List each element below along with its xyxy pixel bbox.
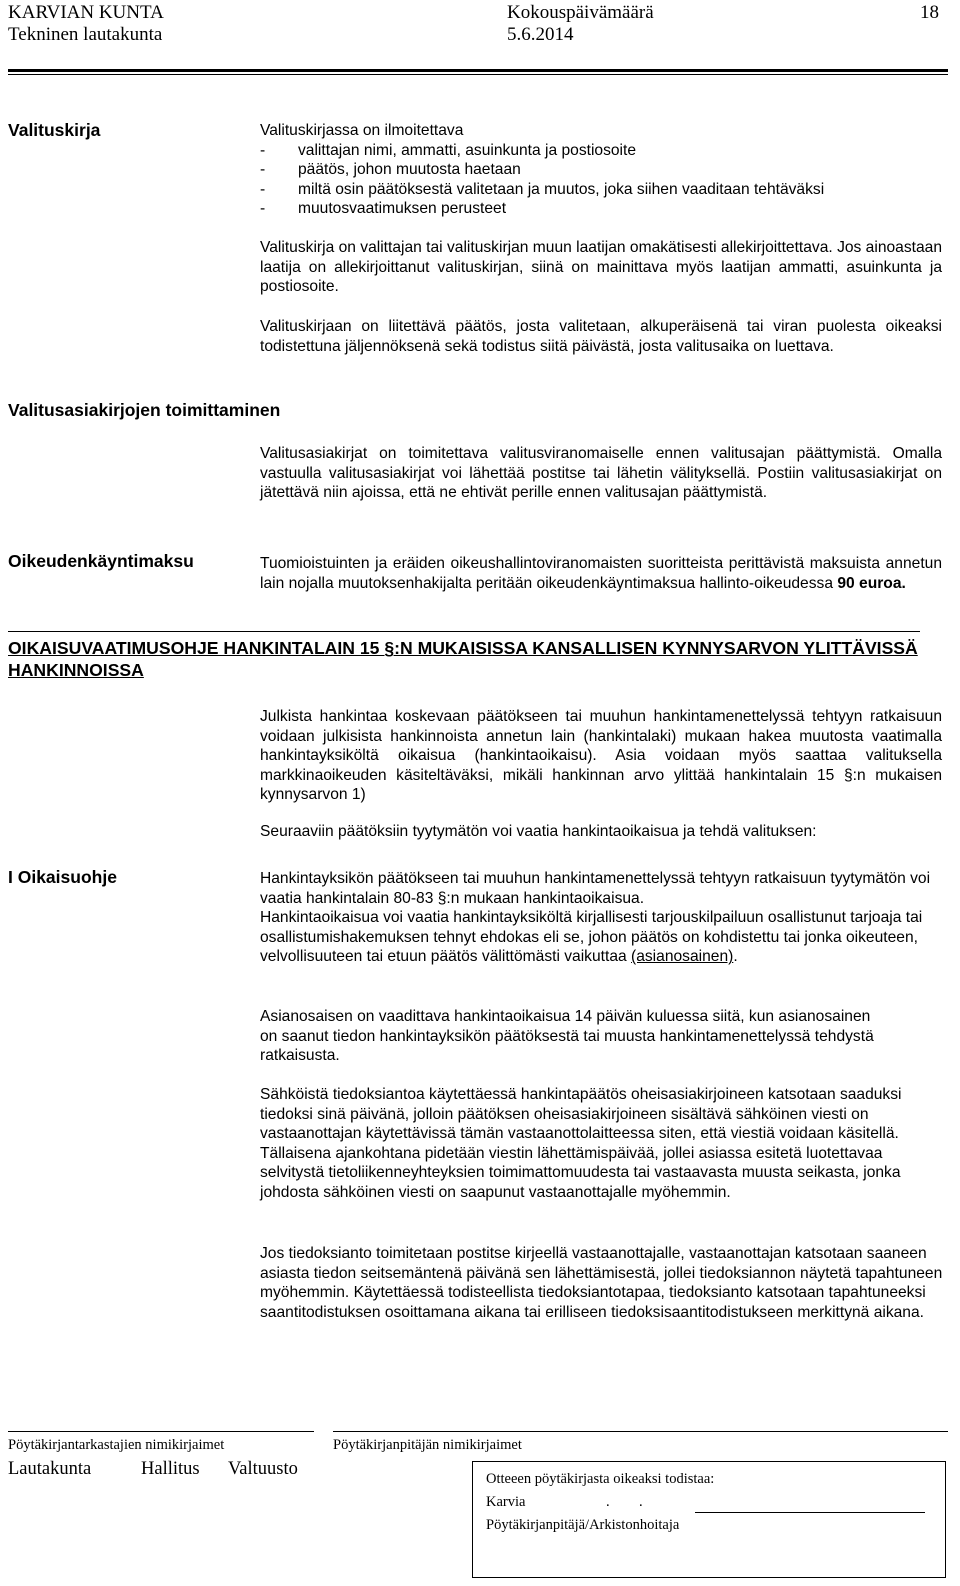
oikaisuohje-p4: Jos tiedoksianto toimitetaan postitse kirjeellä vastaanottajalle, vastaanottajan katsotaan saaneen asiasta tiedon seitsemäntenä päivänä sen lähettämisestä, jollei tiedoksiannon näytetä tapahtuneen myöhemmin. Käytettäessä todisteellista tiedoksiantotapaa, tiedoksianto katsotaan tapahtuneeksi saantitodistuksen osoittamana aikana tai erilliseen tiedoksisaantitodistukseen merkittynä aikana. [260,1245,943,1321]
maksu-para: Tuomioistuinten ja eräiden oikeushallintoviranomaisten suoritteista perittävistä maksuista annetun lain nojalla muutoksenhakijalta peritään oikeudenkäyntimaksua hallinto-oikeudessa 90 euroa. [260,555,942,592]
valituskirja-content [260,121,942,219]
meeting-date: 5.6.2014 [507,24,574,45]
board-name: Tekninen lautakunta [8,24,163,45]
header-rule [8,69,948,75]
hankinta-para1: Julkista hankintaa koskevaan päätökseen tai muuhun hankintamenettelyssä tehtyyn ratkaisuun voidaan julkisista hankinnoista annetun lain (hankintalaki) mukaan hakea muutosta vaatimalla hankintayksiköltä oikaisua (hankintaoikaisu). Asia voidaan myös saattaa valituksella markkinaoikeuden käsiteltäväksi, mikäli hankinnan arvo ylittää hankintalain 15 §:n mukaisen kynnysarvon 1) [260,708,942,804]
body-lautakunta: Lautakunta [8,1459,92,1479]
certify-date-dot: . [639,1494,643,1510]
fee-amount: 90 euroa. [837,574,906,592]
label-toimittaminen: Valitusasiakirjojen toimittaminen [8,400,281,420]
valituskirja-intro: Valituskirjassa on ilmoitettava [260,122,464,139]
valituskirja-para1: Valituskirja on valittajan tai valituskirjan muun laatijan omakätisesti allekirjoittettava. Jos ainoastaan laatija on allekirjoittanut valituskirjan, siinä on mainittava myös laatijan ammatti, asuinkunta ja postiosoite. [260,239,942,296]
body-hallitus: Hallitus [141,1459,200,1479]
body-valtuusto: Valtuusto [228,1459,298,1479]
page-number: 18 [920,2,939,23]
keeper-initials-label: Pöytäkirjanpitäjän nimikirjaimet [333,1437,522,1453]
meeting-date-label: Kokouspäivämäärä [507,2,654,23]
signer-title: Pöytäkirjanpitäjä/Arkistonhoitaja [486,1517,680,1533]
certify-date-dot: . [606,1494,610,1510]
list-item: - miltä osin päätöksestä valitetaan ja muutos, joka siihen vaaditaan tehtäväksi [260,180,825,198]
list-item: - muutosvaatimuksen perusteet [260,200,507,218]
valituskirja-para2: Valituskirjaan on liitettävä päätös, josta valitetaan, alkuperäisenä tai viran puolesta oikeaksi todistettuna jäljennöksenä sekä todistus siitä päivästä, josta valitusaika on luettava. [260,318,942,355]
toimittaminen-para: Valitusasiakirjat on toimitettava valitusviranomaiselle ennen valitusajan päättymistä. Omalla vastuulla valitusasiakirjat voi lähettää postitse tai lähetin välityksellä. Postiin valitusasiakirjat on jätettävä niin ajoissa, että ne ehtivät perille ennen valitusajan päättymistä. [260,445,942,502]
certification-box [472,1461,946,1578]
asianosainen-term: (asianosainen) [631,948,734,966]
certify-label: Otteeen pöytäkirjasta oikeaksi todistaa: [486,1471,715,1487]
signature-line [695,1512,925,1513]
oikaisuohje-p2: Asianosaisen on vaadittava hankintaoikaisua 14 päivän kuluessa siitä, kun asianosainen on saanut tiedon hankintayksikön päätöksestä tai muusta hankintamenettelyssä tehdystä ratkaisusta. [260,1008,874,1065]
org-name: KARVIAN KUNTA [8,2,164,23]
certify-place: Karvia [486,1494,526,1510]
oikaisuohje-p1: Hankintayksikön päätökseen tai muuhun hankintamenettelyssä tehtyyn ratkaisuun tyytymätön voi vaatia hankintalain 80-83 §:n mukaan hankintaoikaisua. Hankintaoikaisua voi vaatia hankintayksiköltä kirjallisesti tarjouskilpailuun osallistunut tarjoaja tai osallistumishakemuksen tehnyt ehdokas eli se, johon päätös on kohdistettu tai jonka oikeuteen, velvollisuuteen tai etuun päätös välittömästi vaikuttaa (asianosainen). [260,870,931,966]
section-rule [8,631,920,632]
footer-rule-left [8,1431,314,1432]
checkers-initials-label: Pöytäkirjantarkastajien nimikirjaimet [8,1437,225,1453]
label-valituskirja: Valituskirja [8,120,101,140]
footer-rule-right [333,1431,948,1432]
section-title-hankinta: OIKAISUVAATIMUSOHJE HANKINTALAIN 15 §:N MUKAISISSA KANSALLISEN KYNNYSARVON YLITTÄVISSÄ HANKINNOISSA [8,638,918,680]
oikaisuohje-p3: Sähköistä tiedoksiantoa käytettäessä hankintapäätös oheisasiakirjoineen katsotaan saaduksi tiedoksi sinä päivänä, jolloin päätöksen oheisasiakirjoineen sisältävä sähköinen viesti on vastaanottajan käytettävissä tämän vastaanottolaitteessa siten, että viestiä voidaan käsitellä. Tällaisena ajankohtana pidetään viestin lähettämispäivää, jollei asiassa esitetä luotettavaa selvitystä tietoliikenneyhteyksien toimimattomuudesta tai vastaavasta muusta seikasta, jonka johdosta sähköinen viesti on saapunut vastaanottajalle myöhemmin. [260,1086,902,1201]
label-oikeudenkayntimaksu: Oikeudenkäyntimaksu [8,551,194,571]
label-oikaisuohje: I Oikaisuohje [8,867,117,887]
hankinta-para2: Seuraaviin päätöksiin tyytymätön voi vaatia hankintaoikaisua ja tehdä valituksen: [260,823,817,840]
list-item: - päätös, johon muutosta haetaan [260,161,521,179]
list-item: - valittajan nimi, ammatti, asuinkunta ja postiosoite [260,141,637,159]
